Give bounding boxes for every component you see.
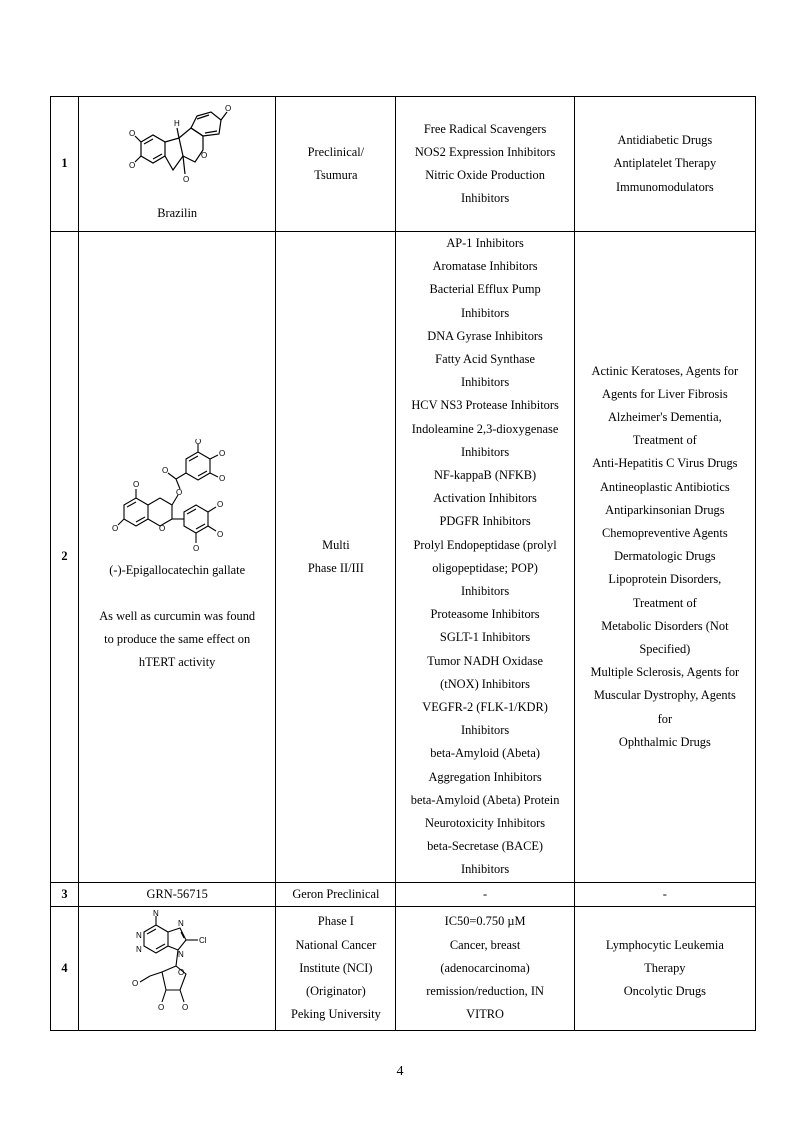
mechanism-line: Aggregation Inhibitors bbox=[428, 769, 542, 784]
status-cell bbox=[276, 906, 396, 1030]
atom-label: O bbox=[217, 500, 224, 510]
atom-label: O bbox=[162, 466, 169, 476]
indication-line: Metabolic Disorders (Not bbox=[601, 618, 729, 633]
indication-line: Antiplatelet Therapy bbox=[613, 156, 717, 171]
indication-line: Specified) bbox=[639, 642, 691, 657]
page-number: 4 bbox=[396, 1064, 404, 1079]
mechanism-line: Inhibitors bbox=[460, 305, 510, 320]
mechanism-line: Tumor NADH Oxidase bbox=[427, 653, 544, 668]
atom-label: O bbox=[193, 544, 200, 554]
mechanism-line: beta-Amyloid (Abeta) Protein bbox=[410, 792, 560, 807]
table-row bbox=[51, 97, 756, 232]
atom-label: O bbox=[178, 968, 185, 978]
mechanism-line: Neurotoxicity Inhibitors bbox=[425, 816, 546, 831]
atom-label: N bbox=[136, 931, 142, 941]
row-number: 4 bbox=[51, 906, 79, 1030]
mechanism-line: SGLT-1 Inhibitors bbox=[439, 630, 531, 645]
mechanism-line: AP-1 Inhibitors bbox=[446, 236, 524, 250]
status-line: Geron Preclinical bbox=[292, 886, 380, 901]
atom-label: O bbox=[132, 979, 139, 989]
indication-line: Lymphocytic Leukemia bbox=[605, 937, 724, 952]
atom-label: O bbox=[183, 175, 190, 185]
indication-line: for bbox=[657, 711, 673, 726]
indication-line: Antidiabetic Drugs bbox=[617, 133, 713, 148]
indication-line: Ophthalmic Drugs bbox=[618, 734, 711, 749]
indication-line: Antineoplastic Antibiotics bbox=[599, 479, 730, 494]
indication-line: - bbox=[662, 886, 667, 901]
status-cell bbox=[276, 882, 396, 906]
indication-line: Treatment of bbox=[632, 433, 697, 448]
atom-label: Cl bbox=[199, 936, 207, 946]
mechanism-line: PDGFR Inhibitors bbox=[439, 514, 531, 529]
indication-line: Muscular Dystrophy, Agents bbox=[593, 688, 736, 703]
mechanism-line: IC50=0.750 µM bbox=[444, 914, 526, 929]
mechanism-line: - bbox=[483, 886, 488, 901]
compound-cell bbox=[79, 97, 276, 232]
atom-label: O bbox=[225, 104, 232, 114]
status-cell bbox=[276, 97, 396, 232]
atom-label: O bbox=[159, 524, 166, 534]
atom-label: O bbox=[219, 474, 226, 484]
indication-line: Anti-Hepatitis C Virus Drugs bbox=[592, 456, 738, 471]
indication-line: Dermatologic Drugs bbox=[614, 549, 716, 564]
indication-line: Therapy bbox=[644, 960, 686, 975]
row-number: 3 bbox=[51, 882, 79, 906]
mechanism-line: oligopeptidase; POP) bbox=[432, 560, 538, 575]
mechanism-line: remission/reduction, IN bbox=[426, 983, 544, 998]
compound-cell bbox=[79, 232, 276, 883]
brazilin-structure bbox=[117, 102, 237, 202]
indication-line: Alzheimer's Dementia, bbox=[607, 410, 722, 425]
mechanism-line: Inhibitors bbox=[460, 584, 510, 599]
compound-table bbox=[50, 96, 756, 1031]
atom-label: N bbox=[178, 919, 184, 929]
mechanism-cell bbox=[396, 882, 574, 906]
table-row bbox=[51, 232, 756, 883]
mechanism-line: Activation Inhibitors bbox=[433, 491, 537, 506]
indication-line: Treatment of bbox=[632, 595, 697, 610]
nucleoside-structure bbox=[122, 910, 232, 1026]
status-line: (Originator) bbox=[305, 983, 366, 998]
indication-line: Chemopreventive Agents bbox=[602, 526, 728, 541]
atom-label: O bbox=[217, 530, 224, 540]
mechanism-line: Cancer, breast bbox=[449, 937, 521, 952]
compound-name: (-)-Epigallocatechin gallate bbox=[109, 563, 246, 578]
atom-label: O bbox=[129, 129, 136, 139]
indication-line: Antiparkinsonian Drugs bbox=[605, 502, 725, 517]
mechanism-line: Inhibitors bbox=[460, 723, 510, 738]
mechanism-line: Bacterial Efflux Pump bbox=[429, 282, 541, 297]
indication-cell bbox=[574, 882, 755, 906]
mechanism-line: beta-Secretase (BACE) bbox=[427, 839, 544, 854]
note-line: As well as curcumin was found bbox=[99, 608, 256, 623]
atom-label: N bbox=[178, 950, 184, 960]
atom-label: H bbox=[174, 119, 180, 129]
status-line: Preclinical/ bbox=[307, 144, 365, 159]
mechanism-line: NF-kappaB (NFKB) bbox=[433, 468, 537, 483]
atom-label: O bbox=[176, 488, 183, 498]
row-number: 2 bbox=[51, 232, 79, 883]
atom-label: O bbox=[182, 1003, 189, 1013]
mechanism-line: HCV NS3 Protease Inhibitors bbox=[411, 398, 559, 413]
status-line: Tsumura bbox=[314, 168, 358, 182]
indication-cell bbox=[574, 232, 755, 883]
indication-line: Actinic Keratoses, Agents for bbox=[591, 363, 739, 378]
table-row bbox=[51, 906, 756, 1030]
indication-line: Immunomodulators bbox=[615, 179, 714, 194]
table-row bbox=[51, 882, 756, 906]
note-line: hTERT activity bbox=[138, 655, 216, 670]
status-cell bbox=[276, 232, 396, 883]
status-line: Phase I bbox=[317, 914, 354, 929]
mechanism-line: DNA Gyrase Inhibitors bbox=[427, 328, 543, 343]
atom-label: O bbox=[201, 151, 208, 161]
mechanism-line: VEGFR-2 (FLK-1/KDR) bbox=[422, 700, 548, 715]
atom-label: N bbox=[136, 945, 142, 955]
compound-cell bbox=[79, 906, 276, 1030]
atom-label: O bbox=[133, 480, 140, 490]
mechanism-line: Nitric Oxide Production bbox=[425, 168, 545, 182]
compound-cell bbox=[79, 882, 276, 906]
compound-name: Brazilin bbox=[157, 206, 198, 221]
mechanism-line: VITRO bbox=[466, 1007, 504, 1022]
mechanism-line: Indoleamine 2,3-dioxygenase bbox=[411, 421, 559, 436]
indication-line: Oncolytic Drugs bbox=[623, 983, 706, 998]
mechanism-line: (adenocarcinoma) bbox=[440, 960, 530, 975]
atom-label: N bbox=[153, 910, 159, 919]
status-line: Phase II/III bbox=[307, 560, 364, 575]
status-line: National Cancer bbox=[295, 937, 377, 952]
mechanism-cell bbox=[396, 232, 574, 883]
egcg-structure bbox=[112, 439, 242, 559]
mechanism-line: Inhibitors bbox=[460, 191, 510, 206]
row-number: 1 bbox=[51, 97, 79, 232]
mechanism-line: Fatty Acid Synthase bbox=[435, 352, 535, 367]
atom-label: O bbox=[112, 524, 119, 534]
mechanism-cell bbox=[396, 97, 574, 232]
atom-label: O bbox=[195, 439, 202, 447]
note-line: to produce the same effect on bbox=[104, 631, 251, 646]
mechanism-line: (tNOX) Inhibitors bbox=[440, 676, 530, 691]
atom-label: O bbox=[158, 1003, 165, 1013]
indication-line: Multiple Sclerosis, Agents for bbox=[590, 665, 740, 680]
compound-note bbox=[83, 605, 271, 675]
mechanism-line: Prolyl Endopeptidase (prolyl bbox=[413, 537, 557, 552]
atom-label: O bbox=[129, 161, 136, 171]
indication-line: Agents for Liver Fibrosis bbox=[602, 386, 728, 401]
mechanism-line: Free Radical Scavengers bbox=[423, 121, 547, 136]
status-line: Institute (NCI) bbox=[299, 960, 373, 975]
mechanism-line: NOS2 Expression Inhibitors bbox=[414, 144, 556, 159]
indication-cell bbox=[574, 97, 755, 232]
compound-name: GRN-56715 bbox=[146, 886, 208, 901]
mechanism-cell bbox=[396, 906, 574, 1030]
mechanism-line: beta-Amyloid (Abeta) bbox=[430, 746, 540, 761]
mechanism-line: Inhibitors bbox=[460, 375, 510, 390]
mechanism-line: Aromatase Inhibitors bbox=[432, 259, 538, 274]
status-line: Multi bbox=[322, 537, 350, 552]
atom-label: O bbox=[219, 449, 226, 459]
indication-line: Lipoprotein Disorders, bbox=[608, 572, 722, 587]
mechanism-line: Inhibitors bbox=[460, 862, 510, 877]
mechanism-line: Inhibitors bbox=[460, 444, 510, 459]
indication-cell bbox=[574, 906, 755, 1030]
mechanism-line: Proteasome Inhibitors bbox=[430, 607, 540, 622]
status-line: Peking University bbox=[290, 1007, 381, 1022]
